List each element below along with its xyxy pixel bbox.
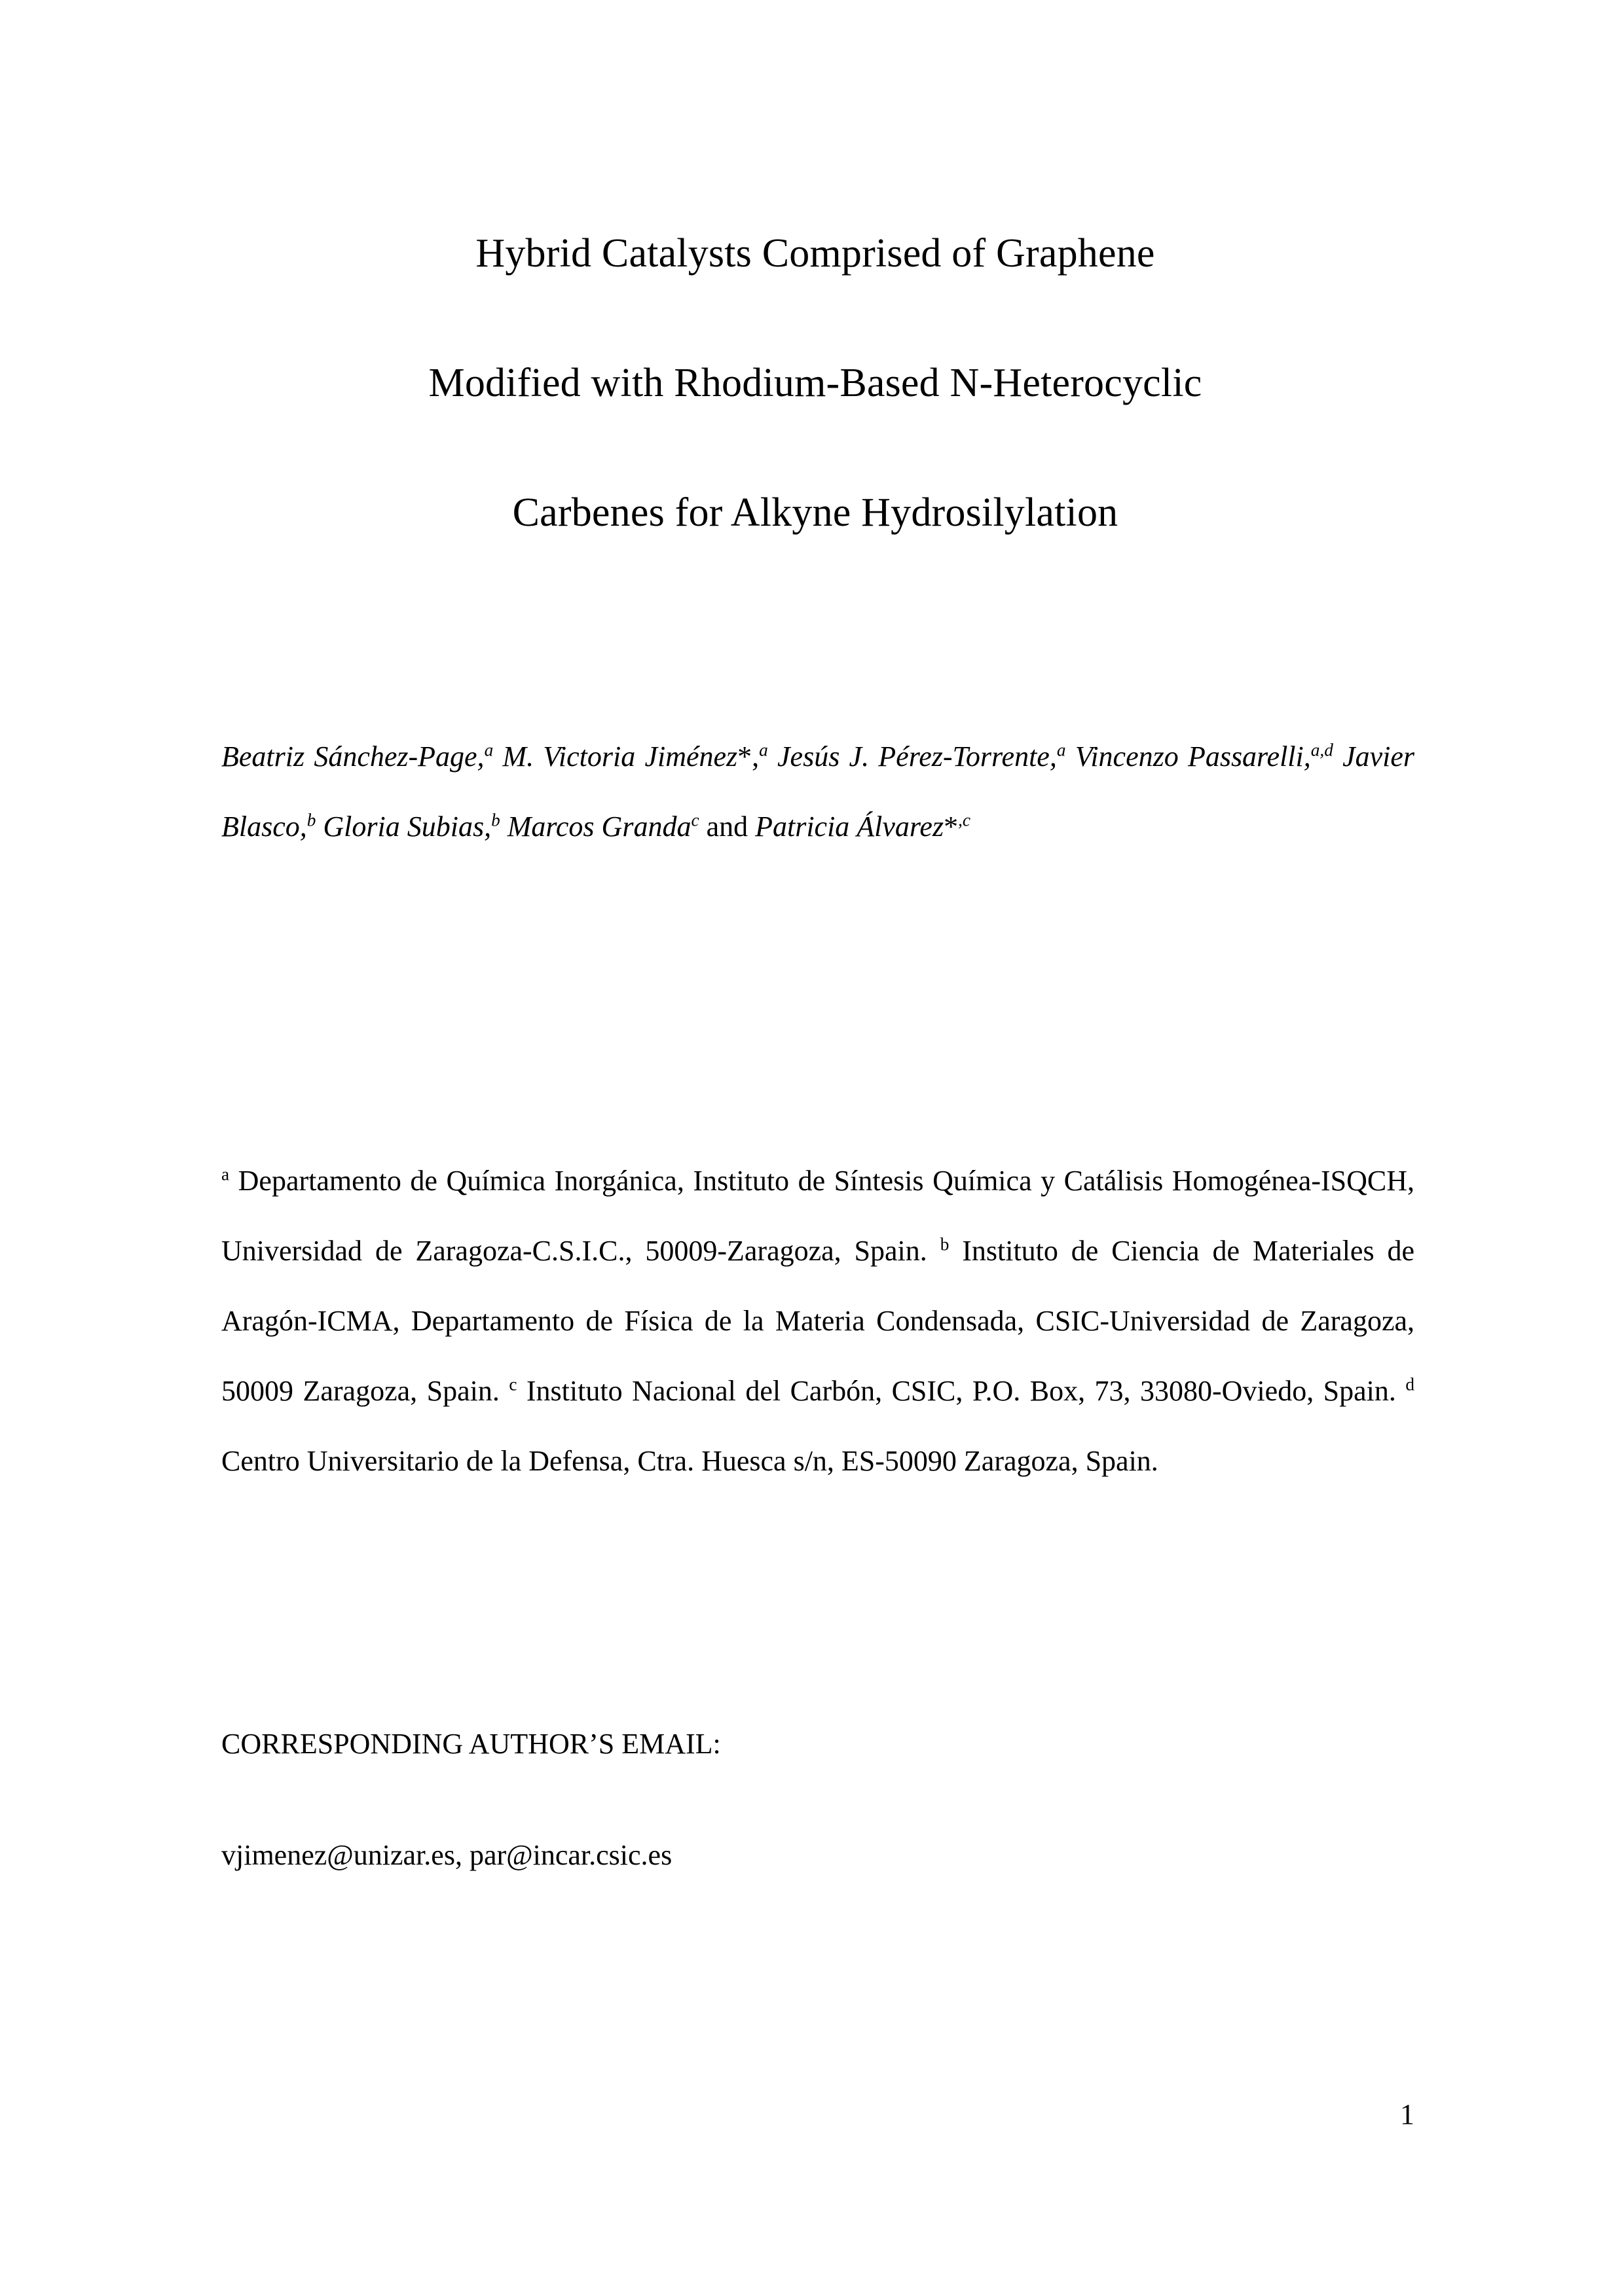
corresponding-author-heading: CORRESPONDING AUTHOR’S EMAIL: (221, 1728, 721, 1760)
author-name-6: Gloria Subias, (323, 811, 492, 843)
author-name-2: M. Victoria Jiménez (502, 740, 738, 773)
page-title (216, 189, 1414, 577)
title-line-3: Carbenes for Alkyne Hydrosilylation (512, 490, 1118, 535)
affiliation-text-a: Departamento de Química Inorgánica, Instituto de Síntesis Química y Catálisis Homogénea-ISQCH, Universidad de Zaragoza-C.S.I.C., 50009-Zaragoza, Spain. (221, 1165, 1415, 1267)
author-name-8: Patricia Álvarez (755, 811, 944, 843)
author-affiliation-mark-8: ,c (958, 810, 970, 830)
author-list (221, 693, 1414, 890)
corresponding-author-asterisk-2: *, (737, 740, 760, 773)
author-affiliation-mark-1: a (484, 740, 494, 760)
author-name-4: Vincenzo Passarelli, (1075, 740, 1311, 773)
affiliations-text (221, 1146, 1414, 1496)
author-name-7: Marcos Granda (507, 811, 692, 843)
affiliation-marker-b: b (940, 1234, 950, 1254)
title-line-2: Modified with Rhodium-Based N-Heterocyclic (428, 361, 1202, 405)
author-name-3: Jesús J. Pérez-Torrente, (777, 740, 1057, 773)
affiliation-marker-c: c (509, 1374, 517, 1394)
author-affiliation-mark-2: a (759, 740, 768, 760)
author-name-1: Beatriz Sánchez-Page, (221, 740, 485, 773)
author-affiliation-mark-7: c (691, 810, 699, 830)
author-affiliation-mark-6: b (491, 810, 500, 830)
title-line-1: Hybrid Catalysts Comprised of Graphene (475, 231, 1155, 276)
affiliation-text-c: Instituto Nacional del Carbón, CSIC, P.O. Box, 73, 33080-Oviedo, Spain. (526, 1375, 1396, 1407)
author-list-text (221, 721, 1414, 862)
author-affiliation-mark-5: b (306, 810, 316, 830)
affiliation-marker-a: a (221, 1164, 230, 1184)
affiliation-text-d: Centro Universitario de la Defensa, Ctra. Huesca s/n, ES-50090 Zaragoza, Spain. (221, 1445, 1158, 1477)
author-name-5: Javier Blasco, (221, 740, 1415, 843)
corresponding-author-asterisk-8: * (944, 811, 959, 843)
author-affiliation-mark-3: a (1056, 740, 1066, 760)
corresponding-author-emails: vjimenez@unizar.es, par@incar.csic.es (221, 1839, 673, 1871)
author-list-conjunction: and (706, 811, 748, 843)
affiliation-marker-d: d (1405, 1374, 1415, 1394)
author-affiliation-mark-4: a,d (1310, 740, 1333, 760)
affiliations (221, 1117, 1414, 1525)
page-number: 1 (1400, 2098, 1414, 2130)
affiliation-text-b: Instituto de Ciencia de Materiales de Aragón-ICMA, Departamento de Física de la Materia Condensada, CSIC-Universidad de Zaragoza, 50009 Zaragoza, Spain. (221, 1235, 1415, 1407)
